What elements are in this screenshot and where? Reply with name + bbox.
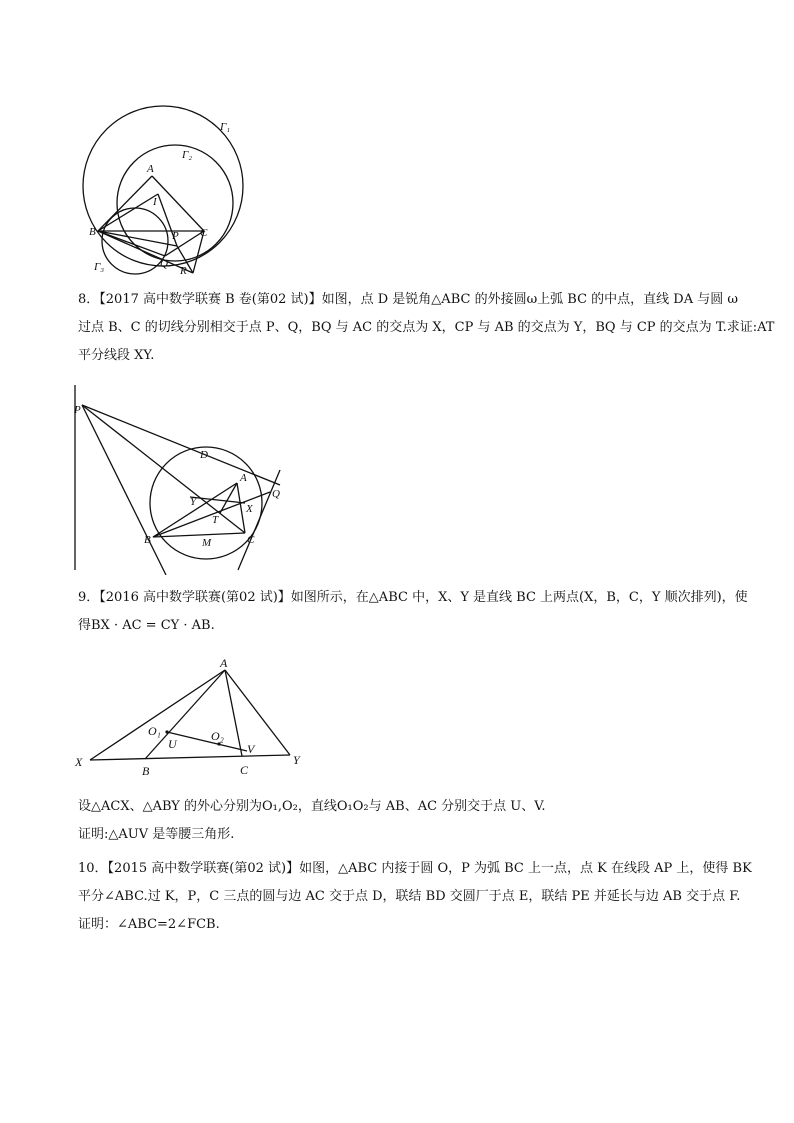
problem-8-line-3: 平分线段 XY. bbox=[78, 348, 155, 363]
figure-tangent-lines bbox=[70, 385, 290, 575]
problem-8-line-1: 8．【2017 高中数学联赛 B 卷(第02 试)】如图，点 D 是锐角△ABC 的外接圆ω上弧 BC 的中点，直线 DA 与圆 ω bbox=[78, 292, 738, 307]
label-m: M bbox=[202, 537, 212, 549]
circle-gamma2 bbox=[117, 145, 233, 261]
problem-9-line-1: 9．【2016 高中数学联赛(第02 试)】如图所示，在△ABC 中，X、Y 是直线 BC 上两点(X，B，C，Y 顺次排列)，使 bbox=[78, 590, 748, 605]
problem-9 bbox=[78, 584, 748, 640]
label-x: X bbox=[75, 755, 83, 769]
label-b: B bbox=[89, 226, 96, 238]
label-d: D bbox=[200, 449, 208, 461]
label-a: A bbox=[147, 163, 154, 175]
problem-8 bbox=[78, 286, 775, 370]
problem-9b-line-2: 证明:△AUV 是等腰三角形. bbox=[78, 827, 235, 842]
label-q: Q bbox=[160, 258, 168, 270]
figure-circles-gamma bbox=[70, 105, 260, 285]
triangle-abc bbox=[98, 176, 204, 231]
label-c: C bbox=[240, 763, 249, 777]
problem-8-line-2: 过点 B、C 的切线分别相交于点 P、Q，BQ 与 AC 的交点为 X，CP 与 AB 的交点为 Y，BQ 与 CP 的交点为 T.求证:AT bbox=[78, 320, 775, 335]
label-o1: O₁ bbox=[148, 724, 161, 738]
label-i: I bbox=[153, 196, 157, 208]
label-x: X bbox=[246, 503, 253, 515]
label-a: A bbox=[240, 472, 247, 484]
label-gamma2: Γ₂ bbox=[182, 149, 193, 161]
line-xy bbox=[90, 755, 290, 760]
label-u: U bbox=[168, 737, 177, 751]
problem-10 bbox=[78, 855, 752, 939]
label-v: V bbox=[247, 742, 255, 756]
circle-gamma1 bbox=[83, 106, 243, 266]
problem-10-line-1: 10．【2015 高中数学联赛(第02 试)】如图，△ABC 内接于圆 O，P 为弧 BC 上一点，点 K 在线段 AP 上，使得 BK bbox=[78, 861, 752, 876]
label-y: Y bbox=[190, 496, 197, 508]
label-b: B bbox=[144, 534, 151, 546]
label-r: R bbox=[180, 265, 187, 277]
problem-9-continued bbox=[78, 793, 718, 849]
label-b: B bbox=[142, 764, 150, 778]
figure-triangle-xy bbox=[70, 650, 320, 780]
problem-9-line-2: 得BX · AC = CY · AB. bbox=[78, 618, 215, 633]
problem-10-line-3: 证明：∠ABC=2∠FCB. bbox=[78, 917, 220, 932]
label-c: C bbox=[200, 227, 208, 239]
label-p: P bbox=[74, 404, 81, 416]
circle-gamma3 bbox=[102, 208, 168, 274]
label-gamma3: Γ₃ bbox=[94, 261, 105, 273]
label-p: P bbox=[172, 230, 179, 242]
label-a: A bbox=[220, 656, 228, 670]
label-c: C bbox=[247, 534, 255, 546]
label-q: Q bbox=[272, 488, 280, 500]
label-gamma1: Γ₁ bbox=[220, 121, 231, 133]
label-t: T bbox=[212, 514, 219, 526]
label-o2: O₂ bbox=[211, 729, 224, 743]
problem-9b-line-1: 设△ACX、△ABY 的外心分别为O₁,O₂，直线O₁O₂与 AB、AC 分别交于点 U、V. bbox=[78, 799, 546, 814]
problem-10-line-2: 平分∠ABC.过 K，P，C 三点的圆与边 AC 交于点 D，联结 BD 交圆厂于点 E，联结 PE 并延长与边 AB 交于点 F. bbox=[78, 889, 741, 904]
label-y: Y bbox=[293, 753, 300, 767]
